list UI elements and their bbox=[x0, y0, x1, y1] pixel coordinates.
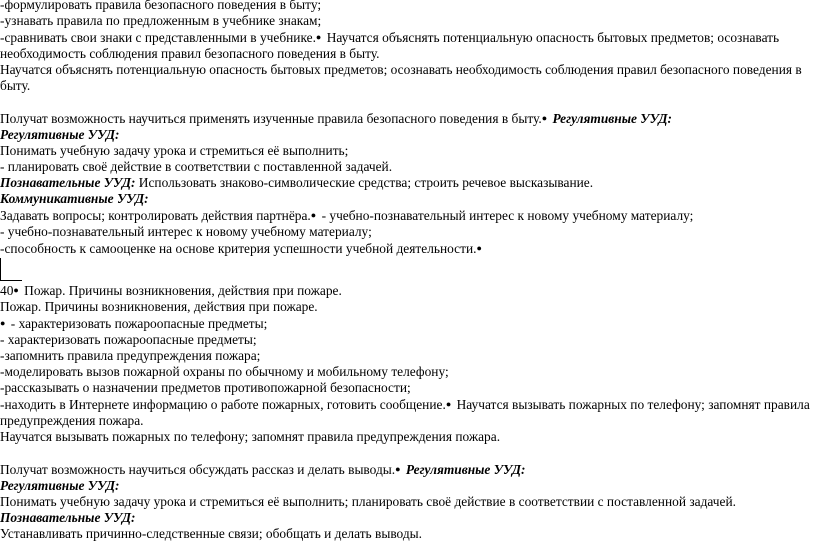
text-line: Научатся вызывать пожарных по телефону; запомнят правила предупреждения пожара. bbox=[0, 429, 501, 444]
section-heading: Познавательные УУД: bbox=[0, 175, 136, 190]
text-line: - учебно-познавательный интерес к новому учебному материалу; bbox=[0, 224, 372, 239]
text-line: Понимать учебную задачу урока и стремиться её выполнить; bbox=[0, 143, 349, 158]
blank-line bbox=[0, 445, 814, 461]
text-span: -способность к самооценке на основе критерия успешности учебной деятельности. bbox=[0, 241, 477, 256]
bullet-icon: ● bbox=[315, 32, 322, 42]
section-heading: Познавательные УУД: bbox=[0, 510, 136, 525]
text-span: - характеризовать пожароопасные предметы; bbox=[7, 316, 268, 331]
bullet-icon: ● bbox=[476, 243, 482, 253]
text-line: Устанавливать причинно-следственные связи; обобщать и делать выводы. bbox=[0, 526, 423, 541]
text-line bbox=[0, 461, 814, 478]
text-span: Получат возможность научиться применять изученные правила безопасного поведения в быту. bbox=[0, 111, 542, 126]
text-line bbox=[0, 207, 814, 224]
section-heading: Регулятивные УУД: bbox=[402, 462, 526, 477]
section-heading: Регулятивные УУД: bbox=[0, 127, 120, 142]
text-line: -запомнить правила предупреждения пожара; bbox=[0, 348, 261, 363]
text-span: Научатся объяснять потенциальную опасность бытовых предметов; осознавать необходимость соблюдения правил безопасного поведения в быту. bbox=[0, 30, 780, 61]
text-span: Использовать знаково-символические средства; строить речевое высказывание. bbox=[135, 175, 594, 190]
text-line bbox=[0, 240, 814, 257]
text-span: Получат возможность научиться обсуждать рассказ и делать выводы. bbox=[0, 462, 396, 477]
bullet-icon: ● bbox=[310, 210, 317, 220]
text-line: Понимать учебную задачу урока и стремиться её выполнить; планировать своё действие в соответствии с поставленной задачей. bbox=[0, 494, 736, 509]
blank-line bbox=[0, 94, 814, 110]
lesson-title-line bbox=[0, 282, 814, 299]
section-heading: Коммуникативные УУД: bbox=[0, 191, 149, 206]
bullet-icon: ● bbox=[445, 399, 452, 409]
text-line: Пожар. Причины возникновения, действия при пожаре. bbox=[0, 299, 318, 314]
text-span: -находить в Интернете информацию о работе пожарных, готовить сообщение. bbox=[0, 397, 446, 412]
text-span: Задавать вопросы; контролировать действия партнёра. bbox=[0, 208, 311, 223]
bullet-icon: ● bbox=[13, 285, 19, 295]
text-span: -сравнивать свои знаки с представленными в учебнике. bbox=[0, 30, 316, 45]
lesson-number: 40 bbox=[0, 283, 14, 298]
text-line: -узнавать правила по предложенным в учебнике знакам; bbox=[0, 13, 322, 28]
text-line: Научатся объяснять потенциальную опасность бытовых предметов; осознавать необходимость соблюдения правил безопасного поведения в быту. bbox=[0, 62, 802, 93]
bullet-icon: ● bbox=[395, 464, 401, 474]
section-heading: Регулятивные УУД: bbox=[549, 111, 672, 126]
text-line: - планировать своё действие в соответствии с поставленной задачей. bbox=[0, 159, 393, 174]
text-line bbox=[0, 29, 814, 62]
text-line bbox=[0, 175, 814, 191]
lesson-title: Пожар. Причины возникновения, действия при пожаре. bbox=[20, 283, 342, 298]
text-line: - характеризовать пожароопасные предметы; bbox=[0, 332, 257, 347]
text-line bbox=[0, 315, 814, 332]
text-span: Научатся вызывать пожарных по телефону; запомнят правила предупреждения пожара. bbox=[0, 397, 810, 428]
text-line: -рассказывать о назначении предметов противопожарной безопасности; bbox=[0, 380, 411, 395]
text-line: -формулировать правила безопасного поведения в быту; bbox=[0, 0, 322, 12]
text-line bbox=[0, 396, 814, 429]
text-span: - учебно-познавательный интерес к новому учебному материалу; bbox=[318, 208, 694, 223]
text-line bbox=[0, 110, 814, 127]
empty-table-cell bbox=[0, 258, 22, 281]
bullet-icon: ● bbox=[541, 113, 548, 123]
bullet-icon: ● bbox=[0, 318, 6, 328]
text-line: -моделировать вызов пожарной охраны по обычному и мобильному телефону; bbox=[0, 364, 449, 379]
section-heading: Регулятивные УУД: bbox=[0, 478, 120, 493]
